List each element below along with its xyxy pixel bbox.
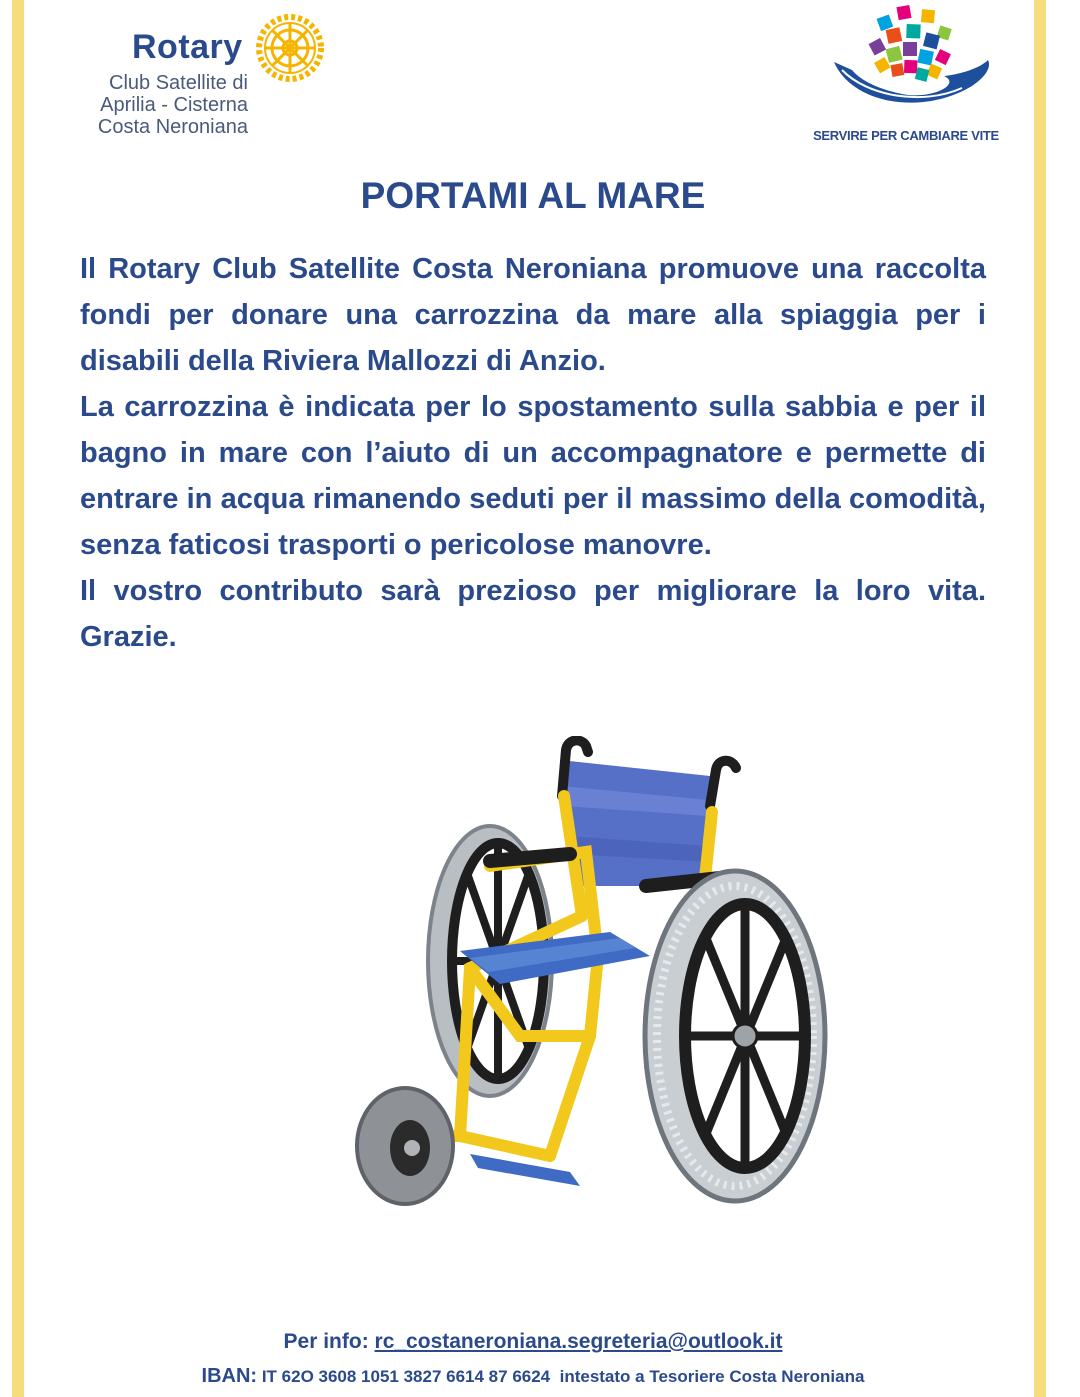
club-name-line-2: Aprilia - Cisterna	[100, 94, 248, 116]
club-name-line-1: Club Satellite di	[109, 72, 248, 94]
body-text	[80, 246, 986, 660]
iban-label: IBAN:	[201, 1365, 258, 1387]
club-name-line-3: Costa Neroniana	[97, 116, 248, 138]
rotary-wordmark: Rotary	[132, 28, 243, 66]
iban-line	[0, 1365, 1066, 1388]
contact-line	[0, 1330, 1066, 1354]
theme-tagline: SERVIRE PER CAMBIARE VITE	[813, 128, 999, 143]
email-link[interactable]: rc_costaneroniana.segreteria@outlook.it	[374, 1330, 783, 1353]
iban-value: IT 62O 3608 1051 3827 6614 87 6624	[261, 1367, 551, 1386]
rotary-wheel-icon	[254, 12, 326, 84]
info-label: Per info:	[283, 1330, 369, 1353]
paragraph: Il Rotary Club Satellite Costa Neroniana promuove una raccolta fondi per donare una carrozzina da mare alla spiaggia per i disabili della Riviera Mallozzi di Anzio.	[80, 253, 986, 377]
globe-hand-icon	[812, 4, 1002, 124]
rotary-club-logo	[80, 10, 340, 140]
theme-logo	[812, 4, 1002, 154]
page-title: PORTAMI AL MARE	[360, 174, 706, 216]
paragraph: La carrozzina è indicata per lo spostamento sulla sabbia e per il bagno in mare con l’aiuto di un accompagnatore e permette di entrare in acqua rimanendo seduti per il massimo della comodità, senza faticosi trasporti o pericolose manovre.	[80, 391, 986, 561]
paragraph: Il vostro contributo sarà prezioso per migliorare la loro vita. Grazie.	[80, 575, 986, 653]
beach-wheelchair-illustration	[350, 736, 830, 1206]
iban-holder: intestato a Tesoriere Costa Neroniana	[559, 1367, 865, 1386]
